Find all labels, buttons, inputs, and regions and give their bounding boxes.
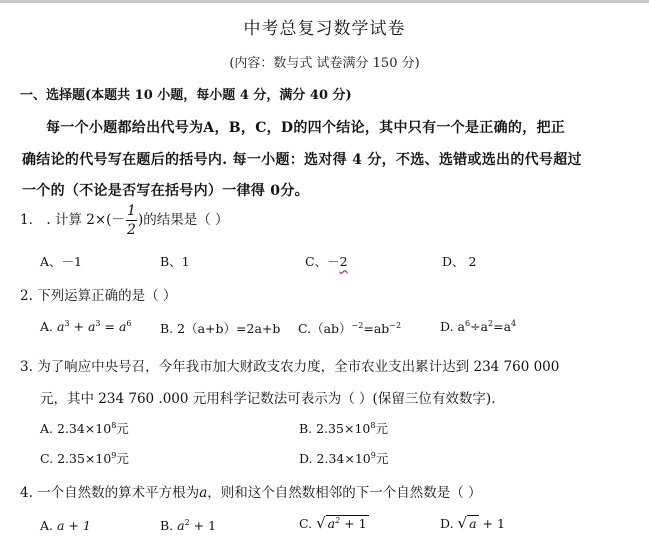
fraction-bar [126,220,137,221]
option-exponent: 4 [511,319,517,328]
question-stem-line-1: 为了响应中央号召，今年我市加大财政支农力度，全市农业支出累计达到 234 760 000 [37,359,560,375]
question-number: 3. [20,359,33,375]
option-rest: + 1 [478,516,505,531]
option-exponent: −2 [389,320,402,330]
option-end: =a [493,319,512,335]
option-label: D. [440,516,454,531]
q2-option-c [298,319,401,337]
instruction-line-1: 每一个小题都给出代号为A，B，C，D的四个结论，其中只有一个是正确的，把正 [46,120,566,136]
q2-option-a [40,319,131,334]
question-number: 1． [20,212,43,228]
question-stem-suffix: ，则和这个自然数相邻的下一个自然数是（ ） [207,485,482,501]
q3-option-c [40,449,129,467]
option-unit: 元 [375,421,388,436]
option-operator: + [69,319,88,335]
option-mid: ÷a [470,319,489,335]
question-stem-prefix: . 计算 2×(－ [46,212,125,228]
option-exponent: −2 [351,320,364,330]
option-label: C.（ab） [298,321,352,336]
option-value: A. 2.34×10 [40,421,112,436]
question-number: 2. [20,288,33,304]
option-label: A. [40,319,54,335]
question-variable: a [199,485,208,501]
option-value: B. 2.35×10 [299,421,371,436]
q1-option-a: A、－1 [40,254,82,269]
q1-option-d: D、 2 [442,254,477,269]
question-stem-prefix: 一个自然数的算术平方根为 [37,485,200,501]
option-exponent: 3 [95,319,101,328]
option-label: A. [40,518,54,533]
q3-option-d [299,449,388,467]
option-term: a [118,319,127,335]
option-exponent: 9 [111,450,117,460]
option-exponent: 8 [370,420,376,430]
question-stem: 下列运算正确的是（ ） [37,288,177,304]
question-3-line-2: 元，其中 234 760 .000 元用科学记数法可表示为（ ）(保留三位有效数字). [40,391,496,407]
q4-option-d [440,514,505,532]
option-exponent: 6 [464,319,471,328]
option-value: D. 2.34×10 [299,451,371,466]
option-exponent: 9 [370,450,376,460]
option-c-label: C、－ [305,254,340,269]
q3-option-b [299,419,388,437]
question-stem-suffix: )的结果是（ ） [137,212,229,228]
option-mid: =ab [363,321,390,336]
radicand [326,515,369,531]
radicand-rest: + 1 [340,516,367,531]
option-exponent: 6 [126,319,132,328]
option-c-value: 2 [339,254,348,269]
fraction-denominator: 2 [126,222,136,238]
question-number: 4. [20,485,33,501]
radical-sign: √ [316,514,326,532]
page-subtitle: (内容：数与式 试卷满分 150 分) [229,56,420,71]
fraction [126,203,137,238]
option-label: B. [160,518,174,534]
sqrt-symbol [458,514,479,532]
option-unit: 元 [375,451,389,466]
option-term: a [87,319,96,335]
option-operator: = [100,319,119,335]
option-exponent: 8 [111,420,117,430]
option-rest: + 1 [189,518,217,534]
q4-option-c [299,514,369,532]
option-value: C. 2.35×10 [40,451,112,466]
option-exponent: 2 [488,319,494,328]
q2-option-d [440,319,516,334]
option-exponent: 3 [64,319,70,328]
fraction-numerator: 1 [126,203,136,219]
question-1 [20,203,229,238]
q3-option-a [40,419,129,437]
option-unit: 元 [116,421,129,436]
instruction-line-2: 确结论的代号写在题后的括号内. 每一小题：选对得 4 分，不选、选错或选出的代号超过 [22,152,582,168]
sqrt-symbol [316,514,368,532]
q4-option-b [160,518,216,533]
option-label: C. [299,516,313,531]
option-term: a [57,319,65,335]
radicand-base: a [327,516,336,531]
section-heading: 一、选择题(本题共 10 小题，每小题 4 分，满分 40 分) [20,88,352,103]
q4-option-a [40,518,91,533]
q1-option-b: B、1 [160,254,190,269]
question-4 [20,481,482,501]
q2-option-b: B. 2（a+b）=2a+b [160,321,281,336]
option-exponent: 2 [184,518,190,527]
option-exponent: 2 [335,515,341,525]
option-expr: a + 1 [57,518,91,533]
page-title: 中考总复习数学试卷 [243,19,406,39]
option-base: a [177,518,185,534]
page-top-edge [0,0,649,3]
option-unit: 元 [116,451,129,466]
radicand: a [469,516,477,531]
q1-option-c [305,252,348,270]
instruction-line-3: 一个的（不论是否写在括号内）一律得 0分。 [22,183,309,199]
question-3 [20,355,559,375]
radical-sign: √ [457,514,468,532]
option-label: D. a [440,319,465,335]
question-2 [20,284,176,304]
